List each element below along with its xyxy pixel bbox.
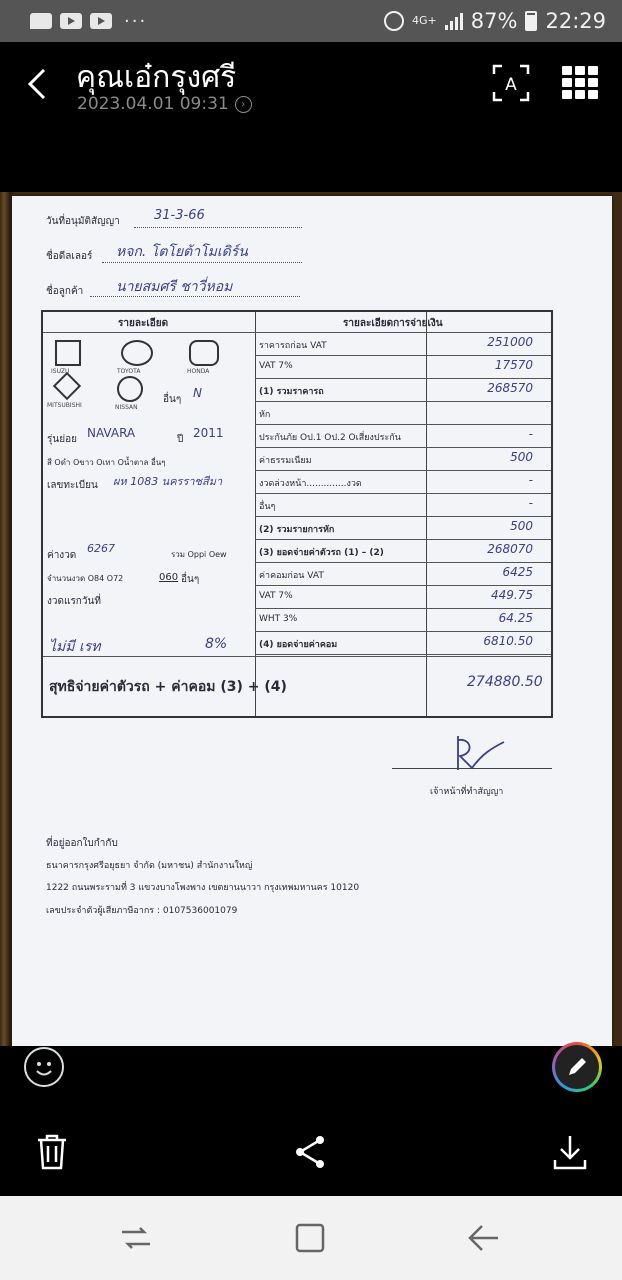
officer-label: เจ้าหน้าที่ทำสัญญา	[430, 787, 504, 797]
honda-logo	[189, 340, 219, 366]
edit-pencil-icon[interactable]	[552, 1042, 602, 1092]
payment-row-label: ค่าธรรมเนียม	[259, 456, 312, 466]
installments-suffix: อื่นๆ	[181, 574, 200, 585]
table-header-left: รายละเอียด	[118, 318, 169, 329]
signature-line	[392, 768, 552, 769]
row-divider	[255, 470, 551, 471]
datetime-text: 2023.04.01 09:31	[77, 94, 229, 114]
mitsubishi-logo	[53, 372, 81, 400]
battery-icon	[525, 11, 537, 31]
payment-row-value: 500	[510, 450, 533, 464]
term-suffix: รวม Oppi Oew	[171, 550, 227, 559]
notification-icons	[30, 11, 384, 32]
payment-row-label: (1) รวมราคารถ	[259, 387, 324, 397]
pencil-icon	[555, 1045, 599, 1089]
text-scan-icon[interactable]	[492, 64, 530, 102]
grid-menu-icon[interactable]	[562, 66, 598, 100]
note-value: ไม่มี เรท	[49, 639, 101, 655]
year-label: ปี	[177, 434, 184, 445]
toyota-logo	[121, 340, 153, 366]
payment-row-value: 17570	[494, 358, 533, 372]
system-nav-bar	[0, 1196, 622, 1280]
row-divider	[255, 447, 551, 448]
approve-value: 31-3-66	[154, 208, 205, 223]
payment-row-label: (4) ยอดจ่ายค่าคอม	[259, 640, 338, 650]
payment-row-value: 268570	[487, 381, 533, 395]
payment-row-label: (2) รวมรายการหัก	[259, 525, 335, 535]
dotted-line	[102, 262, 302, 263]
svg-text:A: A	[505, 75, 517, 95]
row-divider	[255, 401, 551, 402]
dotted-line	[134, 227, 302, 228]
trash-icon[interactable]	[34, 1132, 70, 1172]
payment-row-value: 6810.50	[483, 634, 533, 648]
installments-value: 060	[159, 572, 179, 583]
payment-row-label: VAT 7%	[259, 361, 293, 371]
battery-percent: 87%	[470, 9, 518, 33]
payment-row-label: หัก	[259, 410, 271, 420]
first-due-label: งวดแรกวันที่	[47, 596, 101, 607]
plate-label: เลขทะเบียน	[47, 480, 98, 491]
dotted-line	[90, 296, 300, 297]
customer-value: นายสมศรี ชาวี่หอม	[116, 279, 233, 295]
row-divider	[255, 585, 551, 586]
row-divider	[255, 539, 551, 540]
total-label: สุทธิจ่ายค่าตัวรถ + ค่าคอม (3) + (4)	[49, 679, 287, 695]
brand-mitsubishi: MITSUBISHI	[47, 402, 82, 409]
dealer-label: ชื่อดีลเลอร์	[46, 251, 93, 262]
brand-nissan: NISSAN	[115, 404, 138, 411]
back-icon[interactable]	[466, 1220, 502, 1256]
other-brand-label: อื่นๆ	[163, 394, 182, 405]
payment-row-label: อื่นๆ	[259, 502, 276, 512]
row-divider	[255, 493, 551, 494]
payment-row-value: 6425	[502, 565, 533, 579]
payment-row-value: 268070	[487, 542, 533, 556]
row-divider	[255, 355, 551, 356]
bottom-toolbar	[0, 1096, 622, 1196]
viewer-header	[0, 42, 622, 132]
payment-row-value: -	[528, 496, 533, 510]
more-notifications-icon: ···	[124, 10, 148, 32]
total-value: 274880.50	[467, 674, 543, 690]
isuzu-logo	[55, 340, 81, 366]
home-icon[interactable]	[292, 1220, 328, 1256]
payment-row-label: งวดล่วงหน้า..............งวด	[259, 479, 362, 489]
recent-apps-icon[interactable]	[118, 1220, 154, 1256]
sender-title: คุณเอ๋กรุงศรี	[76, 60, 237, 95]
network-type: 4G+	[412, 14, 437, 27]
youtube-icon	[90, 13, 112, 29]
chevron-right-icon: ›	[235, 96, 252, 113]
term-label: ค่างวด	[47, 550, 77, 561]
payment-row-value: 500	[510, 519, 533, 533]
approve-label: วันที่อนุมัติสัญญา	[46, 216, 120, 227]
payment-row-label: WHT 3%	[259, 614, 298, 624]
row-divider	[255, 654, 551, 655]
other-brand-value: N	[193, 386, 202, 400]
row-divider	[255, 631, 551, 632]
back-arrow-icon[interactable]	[20, 62, 56, 106]
share-icon[interactable]	[292, 1132, 328, 1172]
brand-isuzu: ISUZU	[51, 368, 70, 375]
signal-icon	[445, 12, 463, 30]
status-bar	[0, 0, 622, 42]
smiley-face	[26, 1049, 62, 1085]
document-paper	[12, 196, 612, 1046]
payment-row-label: ค่าคอมก่อน VAT	[259, 571, 324, 581]
youtube-icon	[60, 13, 82, 29]
nissan-logo	[117, 376, 143, 402]
payment-row-label: ประกันภัย Oป.1 Oป.2 Oเสี่ยงประกัน	[259, 433, 401, 443]
brand-honda: HONDA	[187, 368, 210, 375]
payment-row-value: 251000	[487, 335, 533, 349]
alarm-icon	[384, 11, 404, 31]
invoice-address: 1222 ถนนพระรามที่ 3 แขวงบางโพงพาง เขตยานนาวา กรุงเทพมหานคร 10120	[46, 883, 360, 893]
download-icon[interactable]	[552, 1132, 588, 1172]
photo-datetime[interactable]	[77, 94, 252, 114]
dealer-value: หจก. โตโยต้าโมเดิร์น	[116, 244, 248, 260]
payment-table	[41, 310, 553, 718]
row-divider	[255, 562, 551, 563]
rate-value: 8%	[205, 636, 228, 652]
plate-value: ผห 1083 นครราชสีมา	[113, 475, 223, 488]
row-divider	[255, 424, 551, 425]
smiley-icon[interactable]	[24, 1047, 64, 1087]
payment-row-value: 64.25	[498, 611, 533, 625]
table-header-right: รายละเอียดการจ่ายเงิน	[343, 318, 443, 329]
payment-row-label: ราคารถก่อน VAT	[259, 341, 327, 351]
payment-row-label: VAT 7%	[259, 591, 293, 601]
invoice-company: ธนาคารกรุงศรีอยุธยา จำกัด (มหาชน) สำนักงานใหญ่	[46, 861, 253, 871]
term-value: 6267	[87, 542, 115, 555]
payment-row-value: -	[528, 473, 533, 487]
model-value: NAVARA	[87, 426, 136, 440]
photo-view[interactable]	[0, 132, 622, 1046]
message-icon	[30, 13, 52, 29]
invoice-title: ที่อยู่ออกใบกำกับ	[46, 838, 118, 849]
invoice-taxid: เลขประจำตัวผู้เสียภาษีอากร : 0107536001079	[46, 906, 238, 916]
color-label: สี Oดำ Oขาว Oเทา Oน้ำตาล อื่นๆ	[47, 458, 166, 467]
model-label: รุ่นย่อย	[47, 434, 77, 445]
row-divider	[255, 608, 551, 609]
brand-toyota: TOYOTA	[117, 368, 141, 375]
payment-row-value: 449.75	[491, 588, 533, 602]
system-icons	[384, 9, 606, 33]
row-divider	[255, 516, 551, 517]
row-divider	[255, 378, 551, 379]
customer-label: ชื่อลูกค้า	[46, 286, 84, 297]
year-value: 2011	[193, 426, 224, 440]
installments-label: จำนวนงวด O84 O72	[47, 574, 124, 583]
payment-row-label: (3) ยอดจ่ายค่าตัวรถ (1) – (2)	[259, 548, 384, 558]
clock: 22:29	[545, 9, 606, 33]
payment-row-value: -	[528, 427, 533, 441]
